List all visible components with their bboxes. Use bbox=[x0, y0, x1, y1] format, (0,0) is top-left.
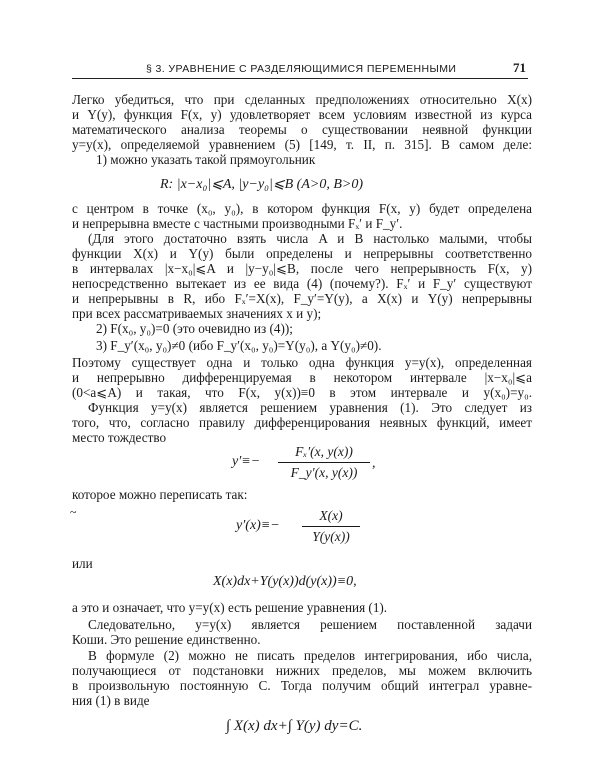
margin-mark: ~ bbox=[70, 505, 77, 519]
text-line: при всех рассматриваемых значениях x и y); bbox=[72, 306, 322, 321]
text-line: Поэтому существует одна и только одна функция y=y(x), определенная bbox=[72, 355, 532, 370]
text-line: Функция y=y(x) является решением уравнения (1). Это следует из bbox=[88, 400, 532, 415]
text-line: которое можно переписать так: bbox=[72, 487, 248, 502]
text-line: место тождество bbox=[72, 430, 167, 445]
formula-identity-comma: , bbox=[372, 456, 376, 471]
fraction-bar bbox=[302, 526, 360, 527]
text-line: в интервалах |x−x₀|⩽A и |y−y₀|⩽B, после чего непрерывность F(x, y) bbox=[72, 261, 532, 276]
text-line: В формуле (2) можно не писать пределов интегрирования, ибо числа, bbox=[88, 648, 532, 663]
page-number: 71 bbox=[513, 60, 526, 75]
text-line: 2) F(x₀, y₀)=0 (это очевидно из (4)); bbox=[96, 321, 293, 336]
text-line: Коши. Это решение единственно. bbox=[72, 632, 261, 647]
text-line: и непрерывно дифференцируемая в некотором интервале |x−x₀|⩽a bbox=[72, 370, 532, 385]
text-line: y=y(x), определяемой уравнением (5) [149, т. II, п. 315]. В самом деле: bbox=[72, 137, 532, 152]
text-line: а это и означает, что y=y(x) есть решение уравнения (1). bbox=[72, 600, 388, 615]
text-line: и Y(y), функция F(x, y) удовлетворяет всем условиям известной из курса bbox=[72, 107, 532, 122]
text-line: ния (1) в виде bbox=[72, 693, 150, 708]
text-line: или bbox=[72, 556, 93, 571]
running-header bbox=[72, 62, 528, 79]
formula-rectangle: R: |x−x₀|⩽A, |y−y₀|⩽B (A>0, B>0) bbox=[160, 177, 363, 192]
formula-rewritten-denominator: Y(y(x)) bbox=[312, 529, 350, 544]
formula-differential: X(x)dx+Y(y(x))d(y(x))≡0, bbox=[213, 574, 357, 589]
text-line: того, что, согласно правилу дифференцирования неявных функций, имеет bbox=[72, 415, 532, 430]
text-line: в произвольную постоянную C. Тогда получим общий интеграл уравне- bbox=[72, 678, 532, 693]
formula-identity-numerator: Fₓ′(x, y(x)) bbox=[295, 444, 353, 459]
text-line: функции X(x) и Y(y) были определены и непрерывны соответственно bbox=[72, 246, 532, 261]
text-line: и непрерывна вместе с частными производными Fₓ′ и F_y′. bbox=[72, 216, 403, 231]
text-line: и непрерывны в R, ибо Fₓ′=X(x), F_y′=Y(y), а X(x) и Y(y) непрерывны bbox=[72, 291, 532, 306]
text-line: Следовательно, y=y(x) является решением поставленной задачи bbox=[88, 617, 532, 632]
text-line: 1) можно указать такой прямоугольник bbox=[96, 152, 316, 167]
text-line: (Для этого достаточно взять числа A и B настолько малыми, чтобы bbox=[88, 231, 532, 246]
formula-identity-denominator: F_y′(x, y(x)) bbox=[290, 465, 358, 480]
formula-rewritten-numerator: X(x) bbox=[319, 508, 343, 523]
text-line: непосредственно вытекает из ее вида (4) (почему?). Fₓ′ и F_y′ существуют bbox=[72, 276, 532, 291]
section-title: § 3. УРАВНЕНИЕ С РАЗДЕЛЯЮЩИМИСЯ ПЕРЕМЕННЫМИ bbox=[146, 63, 457, 75]
text-line: с центром в точке (x₀, y₀), в котором функция F(x, y) будет определена bbox=[72, 201, 532, 216]
formula-general-integral: ∫ X(x) dx+∫ Y(y) dy=C. bbox=[226, 718, 363, 734]
text-line: математического анализа теоремы о существовании неявной функции bbox=[72, 122, 532, 137]
fraction-bar bbox=[278, 462, 370, 463]
formula-rewritten-lhs: y′(x)≡− bbox=[236, 518, 280, 533]
text-line: 3) F_y′(x₀, y₀)≠0 (ибо F_y′(x₀, y₀)=Y(y₀), а Y(y₀)≠0). bbox=[96, 338, 382, 353]
text-line: получающиеся от подстановки нижних пределов, мы можем включить bbox=[72, 663, 532, 678]
formula-identity-lhs: y′≡− bbox=[232, 454, 261, 469]
text-line: (0<a⩽A) и такая, что F(x, y(x))≡0 в этом интервале и y(x₀)=y₀. bbox=[72, 385, 532, 400]
text-line: Легко убедиться, что при сделанных предположениях относительно X(x) bbox=[72, 92, 532, 107]
